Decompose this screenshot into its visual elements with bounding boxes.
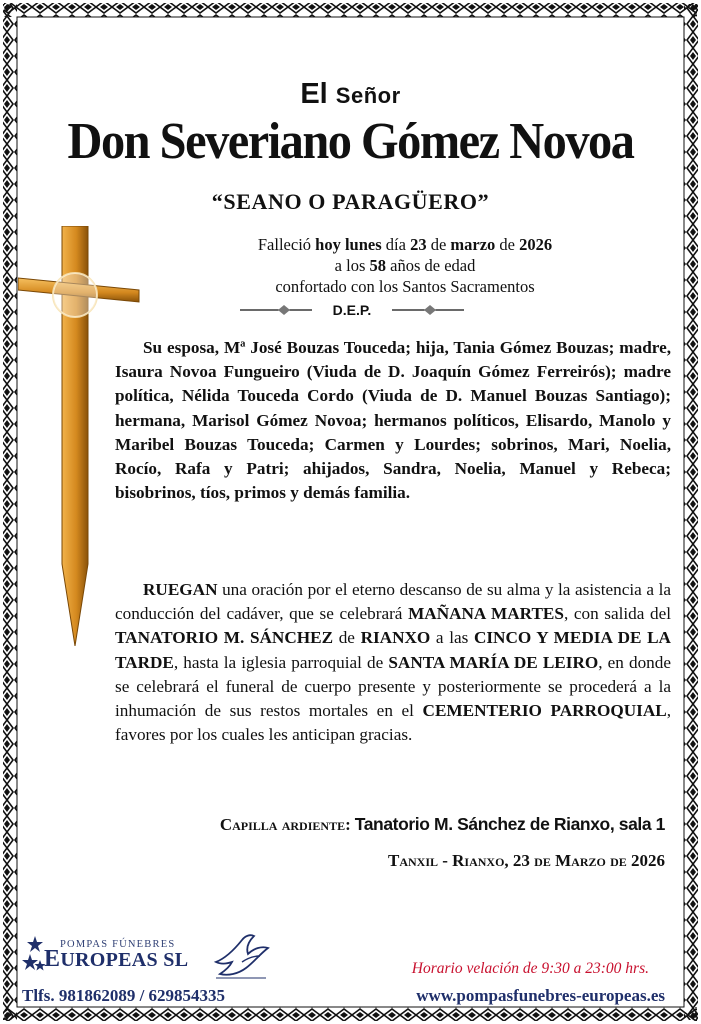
chapel-line [220,814,665,835]
request-paragraph: RUEGAN una oración por el eterno descanso de su alma y la asistencia a la conducción del cadáver, que se celebrará MAÑANA MARTES, con salida del TANATORIO M. SÁNCHEZ de RIANXO a las CINCO Y MEDIA DE LA TARDE, hasta la iglesia parroquial de SANTA MARÍA DE LEIRO, en donde se celebrará el funeral de cuerpo presente y posteriormente se procederá a la inhumación de sus restos mortales en el CEMENTERIO PARROQUIAL, favores por los cuales les anticipan gracias. [115,580,672,745]
dateline: Tanxil - Rianxo, 23 de Marzo de 2026 [387,851,665,870]
nickname: “SEANO O PARAGÜERO” [211,189,490,214]
honorific [0,78,701,111]
chapel-place: Tanatorio M. Sánchez de Rianxo, sala 1 [354,814,665,834]
honorific-el: El [300,78,328,110]
honorific-senor: Señor [335,83,401,108]
family-text: Su esposa, Mª José Bouzas Touceda; hija, Tania Gómez Bouzas; madre, Isaura Novoa Fungueiro (Viuda de D. Joaquín Gómez Ferreirós); madre política, Nélida Touceda Cordo (Viuda de D. Manuel Bouzas Santiago); hermana, Marisol Gómez Novoa; hermanos políticos, Elisardo, Manolo y Maribel Bouzas Touceda; Carmen y Lourdes; sobrinos, Mari, Noelia, Rocío, Rafa y Patri; ahijados, Sandra, Noelia, Manuel y Rebeca; bisobrinos, tíos, primos y demás familia. [115,338,671,503]
dep-label: D.E.P. [332,302,372,318]
dove-icon [212,932,270,982]
chapel-label: Capilla ardiente: [219,815,351,834]
deceased-name: Don Severiano Gómez Novoa [67,113,634,170]
death-info-line-1: Falleció hoy lunes día 23 de marzo de 2026 [257,235,553,254]
family-paragraph [115,336,671,505]
death-info-line-3: confortado con los Santos Sacramentos [275,277,535,296]
phone-numbers: Tlfs. 981862089 / 629854335 [22,986,226,1005]
website-link[interactable]: www.pompasfunebres-europeas.es [416,986,665,1005]
death-info-line-2: a los 58 años de edad [334,256,476,275]
logo-tagline: POMPAS FÚNEBRES [60,939,176,950]
viewing-hours: Horario velación de 9:30 a 23:00 hrs. [411,960,649,977]
logo-name: EUROPEAS SL [44,946,189,972]
